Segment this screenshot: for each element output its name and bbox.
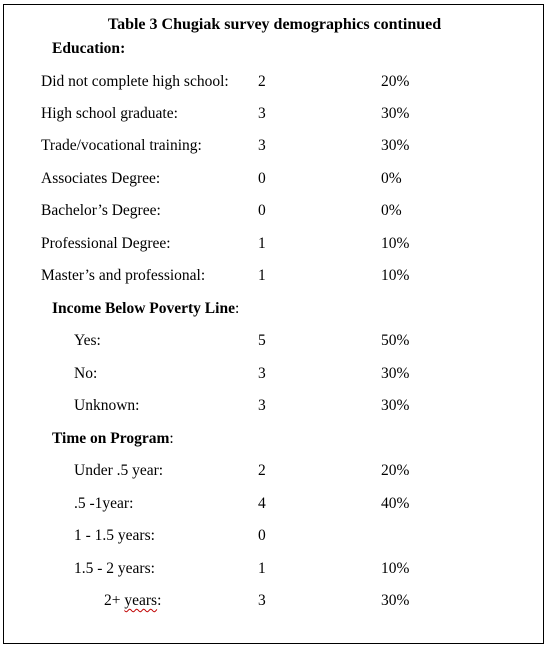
row-label: Unknown: <box>74 397 140 414</box>
table-row <box>0 560 549 580</box>
row-percent: 30% <box>381 365 410 382</box>
row-count: 2 <box>258 462 266 479</box>
table-row <box>0 397 549 417</box>
row-label: Bachelor’s Degree: <box>41 202 161 219</box>
row-percent: 10% <box>381 267 410 284</box>
row-count: 0 <box>258 170 266 187</box>
table-row <box>0 332 549 352</box>
row-label-prefix: 2+ <box>104 592 125 609</box>
section-heading-income <box>52 300 239 318</box>
section-heading-text: Time on Program <box>52 430 170 447</box>
table-row <box>0 527 549 547</box>
row-label: 1 - 1.5 years: <box>74 527 155 544</box>
row-label: Master’s and professional: <box>41 267 206 284</box>
row-percent: 30% <box>381 105 410 122</box>
row-label: High school graduate: <box>41 105 178 122</box>
row-label <box>104 592 161 610</box>
table-row <box>0 170 549 190</box>
row-label: Yes: <box>74 332 101 349</box>
row-percent: 10% <box>381 560 410 577</box>
table-row <box>0 462 549 482</box>
row-count: 3 <box>258 397 266 414</box>
section-heading-colon: : <box>169 430 174 447</box>
section-heading-text: Income Below Poverty Line <box>52 300 235 317</box>
row-count: 1 <box>258 560 266 577</box>
row-count: 0 <box>258 527 266 544</box>
table-row <box>0 235 549 255</box>
table-row <box>0 202 549 222</box>
row-label-suffix: : <box>157 592 162 609</box>
row-label: Under .5 year: <box>74 462 164 479</box>
table-row <box>0 365 549 385</box>
row-percent: 0% <box>381 170 402 187</box>
section-heading-education <box>52 40 125 58</box>
table-row <box>0 267 549 287</box>
row-percent: 50% <box>381 332 410 349</box>
row-count: 5 <box>258 332 266 349</box>
row-percent: 30% <box>381 592 410 609</box>
row-count: 2 <box>258 73 266 90</box>
row-percent: 0% <box>381 202 402 219</box>
row-percent: 40% <box>381 495 410 512</box>
row-label: Trade/vocational training: <box>41 137 202 154</box>
table-title: Table 3 Chugiak survey demographics continued <box>107 16 442 33</box>
row-percent: 20% <box>381 462 410 479</box>
section-heading-time <box>52 430 174 448</box>
row-count: 3 <box>258 137 266 154</box>
table-row <box>0 105 549 125</box>
row-percent: 20% <box>381 73 410 90</box>
row-label: Professional Degree: <box>41 235 171 252</box>
spellcheck-flagged-word: years <box>124 592 158 609</box>
row-count: 3 <box>258 365 266 382</box>
section-heading-colon: : <box>234 300 240 317</box>
row-label: Did not complete high school: <box>41 73 229 90</box>
row-count: 0 <box>258 202 266 219</box>
row-count: 1 <box>258 267 266 284</box>
row-percent: 30% <box>381 137 410 154</box>
table-frame <box>3 4 544 644</box>
table-row <box>0 592 549 612</box>
row-label: No: <box>74 365 98 382</box>
table-row <box>0 73 549 93</box>
row-percent: 10% <box>381 235 410 252</box>
table-row <box>0 495 549 515</box>
section-heading-colon: : <box>120 40 126 57</box>
section-heading-text: Education <box>52 40 121 57</box>
row-label: Associates Degree: <box>41 170 161 187</box>
row-count: 3 <box>258 592 266 609</box>
row-count: 3 <box>258 105 266 122</box>
row-label: .5 -1year: <box>74 495 134 512</box>
row-count: 4 <box>258 495 266 512</box>
row-label: 1.5 - 2 years: <box>74 560 155 577</box>
row-percent: 30% <box>381 397 410 414</box>
row-count: 1 <box>258 235 266 252</box>
table-row <box>0 137 549 157</box>
